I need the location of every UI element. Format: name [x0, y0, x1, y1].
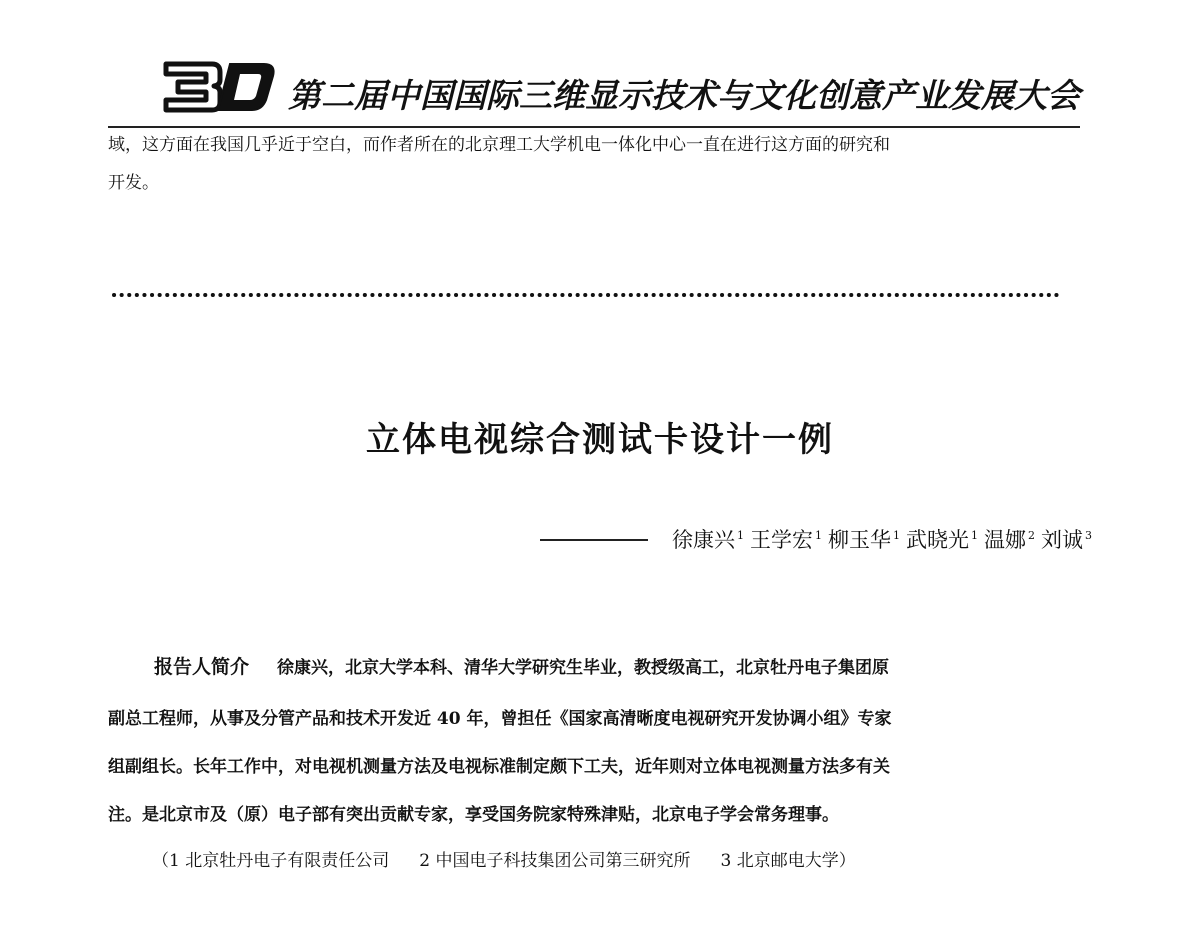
affiliation-2: 2 中国电子科技集团公司第三研究所 — [419, 851, 691, 871]
bio-text: 徐康兴，北京大学本科、清华大学研究生毕业，教授级高工，北京牡丹电子集团原 — [277, 658, 890, 678]
author: 温娜 $^2$ — [984, 528, 1035, 552]
author-list — [540, 524, 1092, 554]
author: 王学宏 $^1$ — [750, 528, 822, 552]
conference-header — [160, 58, 1080, 122]
3d-logo — [160, 58, 278, 114]
bio-line-4: 注。是北京市及（原）电子部有突出贡献专家，享受国务院家特殊津贴，北京电子学会常务理事。 — [108, 805, 839, 825]
bio-line-1 — [108, 650, 1083, 685]
author: 柳玉华 $^1$ — [828, 528, 900, 552]
previous-text-line-2: 开发。 — [108, 173, 159, 193]
author: 徐康兴 $^1$ — [672, 528, 744, 552]
author-dash — [540, 539, 648, 541]
bio-label: 报告人简介 — [154, 656, 250, 678]
article-title: 立体电视综合测试卡设计一例 — [366, 420, 834, 460]
previous-text-line-1: 域，这方面在我国几乎近于空白，而作者所在的北京理工大学机电一体化中心一直在进行这方面的研究和 — [108, 135, 890, 155]
dotted-separator — [112, 290, 1064, 300]
author: 刘诚 $^3$ — [1041, 528, 1092, 552]
bio-line-2: 副总工程师，从事及分管产品和技术开发近 40 年，曾担任《国家高清晰度电视研究开发协调小组》专家 — [108, 709, 892, 729]
affiliations — [152, 844, 886, 878]
bio-line-3: 组副组长。长年工作中，对电视机测量方法及电视标准制定颇下工夫，近年则对立体电视测量方法多有关 — [108, 757, 890, 777]
author: 武晓光 $^1$ — [906, 528, 978, 552]
conference-title: 第二届中国国际三维显示技术与文化创意产业发展大会 — [288, 76, 1080, 115]
affiliation-1: （1 北京牡丹电子有限责任公司 — [152, 851, 390, 871]
affiliation-3: 3 北京邮电大学） — [720, 851, 856, 871]
